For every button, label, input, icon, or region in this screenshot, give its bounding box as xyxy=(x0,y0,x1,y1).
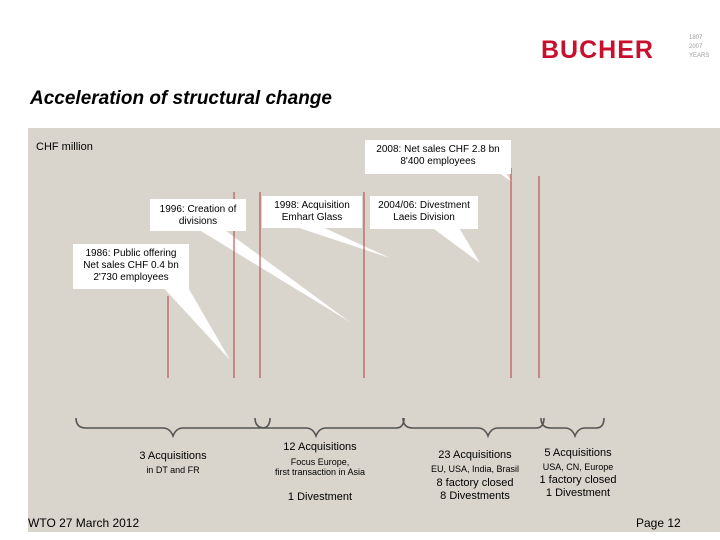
pointer-1986 xyxy=(160,284,230,360)
slide-title: Acceleration of structural change xyxy=(30,88,332,109)
brace-period-1 xyxy=(76,418,270,436)
callout-1996-line1: 1996: Creation of xyxy=(159,204,237,215)
period-braces xyxy=(76,418,604,436)
brace-period-3 xyxy=(403,418,544,436)
period-2-detail-1: Focus Europe, xyxy=(290,457,350,467)
period-4-divestments: 1 Divestment xyxy=(545,487,611,499)
pointer-2004 xyxy=(430,226,480,263)
callout-1986 xyxy=(73,244,189,289)
callout-1986-line1: 1986: Public offering xyxy=(85,248,177,259)
page-number: Page 12 xyxy=(636,516,681,530)
footer-date: WTO 27 March 2012 xyxy=(28,516,140,530)
period-3-factory-closures: 8 factory closed xyxy=(436,477,514,489)
anniversary-line-3: YEARS xyxy=(689,53,710,59)
callout-1998-line1: 1998: Acquisition xyxy=(274,200,350,211)
callout-1998 xyxy=(262,196,362,228)
pointer-1996 xyxy=(196,228,350,322)
callout-2004-line2: Laeis Division xyxy=(393,212,455,223)
period-4-factory-closures: 1 factory closed xyxy=(539,474,617,486)
period-1-detail: in DT and FR xyxy=(146,465,200,475)
brace-period-2 xyxy=(255,418,404,436)
pointer-1998 xyxy=(290,225,390,258)
anniversary-line-2: 2007 xyxy=(689,44,703,50)
callout-1986-line3: 2'730 employees xyxy=(93,272,169,283)
anniversary-line-1: 1807 xyxy=(689,35,703,41)
brace-period-4 xyxy=(541,418,604,436)
period-2-detail-2: first transaction in Asia xyxy=(274,467,366,477)
period-3-detail: EU, USA, India, Brasil xyxy=(430,464,520,474)
callout-1986-line2: Net sales CHF 0.4 bn xyxy=(83,260,179,271)
period-2-acquisitions: 12 Acquisitions xyxy=(283,441,357,453)
callout-2008-line1: 2008: Net sales CHF 2.8 bn xyxy=(376,144,500,155)
callout-1996-line2: divisions xyxy=(178,216,218,227)
callout-2008 xyxy=(365,140,511,174)
unit-label: CHF million xyxy=(36,141,93,153)
callout-1998-line2: Emhart Glass xyxy=(281,212,343,223)
period-4-detail: USA, CN, Europe xyxy=(542,462,614,472)
period-1-acquisitions: 3 Acquisitions xyxy=(139,450,207,462)
callout-2008-line2: 8'400 employees xyxy=(400,156,476,167)
period-3-divestments: 8 Divestments xyxy=(440,490,510,502)
period-4-acquisitions: 5 Acquisitions xyxy=(544,447,612,459)
callout-1996 xyxy=(150,199,246,231)
bucher-logo: BUCHER xyxy=(541,36,654,64)
period-3-acquisitions: 23 Acquisitions xyxy=(438,449,512,461)
period-2-divestments: 1 Divestment xyxy=(287,491,353,503)
callout-2004-line1: 2004/06: Divestment xyxy=(378,200,470,211)
callout-2004 xyxy=(370,196,478,229)
